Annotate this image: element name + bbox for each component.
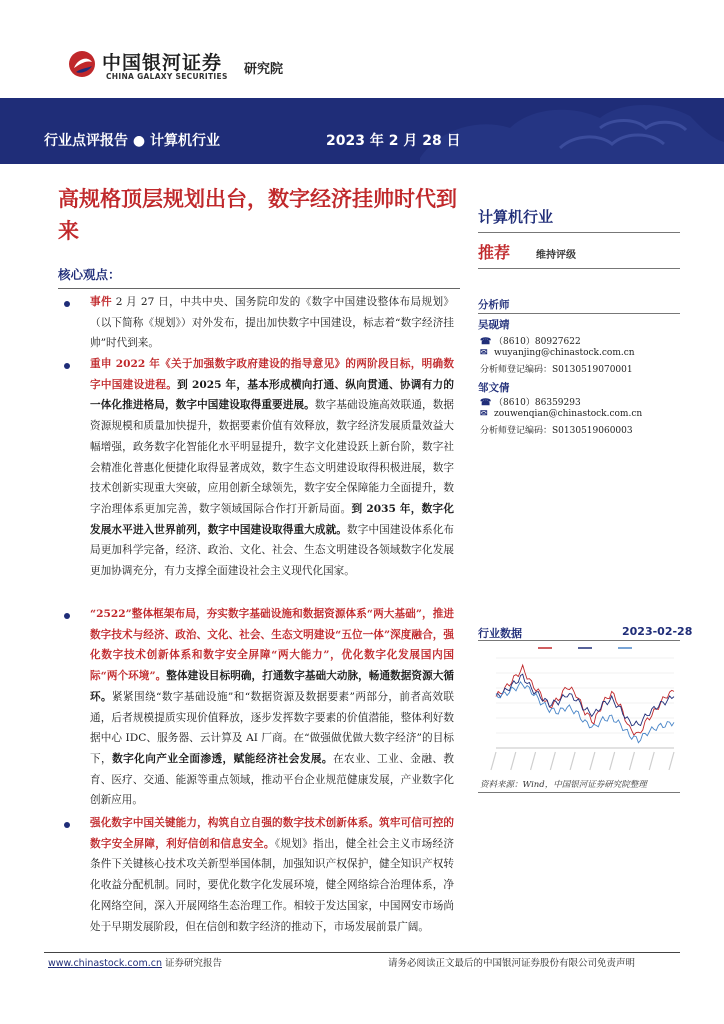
- divider: [58, 288, 460, 289]
- goals-text-2035: 数字中国建设体系化布局更加科学完备，经济、政治、文化、社会、生态文明建设各领域数字化发展更加协调充分，有力支撑全面建设社会主义现代化国家。: [90, 523, 455, 578]
- core-viewpoint-heading: 核心观点：: [58, 267, 121, 282]
- analyst-label: 分析师: [478, 299, 510, 311]
- sidebar-industry: 计算机行业: [478, 208, 554, 226]
- phone-text: （8610）80927622: [494, 337, 581, 347]
- x-tick-label: [531, 752, 536, 770]
- divider: [478, 232, 680, 233]
- bullet-icon: [64, 613, 70, 619]
- footer-divider: [44, 952, 680, 953]
- divider: [478, 792, 680, 793]
- footer-disclaimer: 请务必阅读正文最后的中国银河证券股份有限公司免责声明: [388, 958, 636, 969]
- footer-left: [48, 955, 222, 969]
- divider: [478, 268, 680, 269]
- x-tick-label: [491, 752, 496, 770]
- analyst-name: 邹文倩: [478, 382, 510, 394]
- footer-left-text: 证券研究报告: [161, 958, 222, 969]
- paragraph-framework: [90, 604, 454, 811]
- paragraph-capability: [90, 813, 454, 937]
- x-tick-label: [629, 752, 634, 770]
- analyst-name: 吴砚靖: [478, 319, 510, 331]
- banner-report-type: 行业点评报告 ● 计算机行业: [44, 133, 220, 149]
- institute-label: 研究院: [244, 62, 284, 77]
- x-tick-label: [570, 752, 575, 770]
- analyst-email: [480, 348, 635, 358]
- logo-english: CHINA GALAXY SECURITIES: [106, 72, 228, 81]
- x-tick-label: [590, 752, 595, 770]
- x-tick-label: [669, 752, 674, 770]
- email-icon: ✉: [480, 348, 488, 358]
- analyst-cert: 分析师登记编码：S0130519070001: [480, 365, 633, 375]
- chart-source: 资料来源：Wind，中国银河证券研究院整理: [480, 780, 647, 790]
- capability-lead: 强化数字中国关键能力，构筑自立自强的数字技术创新体系。筑牢可信可控的数字安全屏障，利好信创和信息安全。: [90, 817, 454, 850]
- bullet-icon: [64, 301, 70, 307]
- goals-lead: 重申 2022 年《关于加强数字政府建设的指导意见》的两阶段目标，明确数字中国建设进程。: [90, 358, 454, 391]
- x-tick-label: [610, 752, 615, 770]
- logo-chinese: 中国银河证券: [102, 52, 223, 74]
- phone-icon: ☎: [480, 337, 492, 347]
- x-tick-label: [511, 752, 516, 770]
- goals-bold-2025: 到 2025 年，基本形成横向打通、纵向贯通、协调有力的一体化推进格局，数字中国建设取得重要进展。: [90, 378, 455, 412]
- email-text[interactable]: zouwenqian@chinastock.com.cn: [494, 409, 643, 419]
- x-tick-label: [649, 752, 654, 770]
- phone-text: （8610）86359293: [494, 398, 581, 408]
- analyst-email: [480, 409, 642, 419]
- capability-text: 《规划》指出，健全社会主义市场经济条件下关键核心技术攻关新型举国体制，加强知识产权保护，健全知识产权转化收益分配机制。同时，要优化数字化发展环境，健全网络综合治理体系，净化网络空间，深入开展网络生态治理工作。相较于发达国家，中国网安市场尚处于早期发展阶段，但在信创和数字经济的推动下，市场发展前景广阔。: [90, 837, 455, 933]
- analyst-phone: [480, 395, 581, 408]
- event-text: 2 月 27 日，中共中央、国务院印发的《数字中国建设整体布局规划》（以下简称《规划》）对外发布，提出加快数字中国建设，标志着“数字经济挂帅”时代到来。: [90, 296, 455, 350]
- framework-text-1: 紧紧围绕“数字基础设施”和“数据资源及数据要素”两部分，前者高效联通，后者规模提质实现价值释放，逐步发挥数字要素的价值潜能，整体利好数据中心 IDC、服务器、云计算及 AI 厂商。在“做强做优做大数字经济”的目标下，: [90, 690, 454, 765]
- bullet-icon: [64, 363, 70, 369]
- analyst-phone: [480, 334, 581, 347]
- goals-text-2025: 数字基础设施高效联通，数据资源规模和质量加快提升，数据要素价值有效释放，数字经济发展质量效益大幅增强，政务数字化智能化水平明显提升，数字文化建设跃上新台阶，数字社会精准化普惠化便捷化取得显著成效，数字生态文明建设取得积极进展，数字技术创新实现重大突破，应用创新全球领先，数字安全保障能力全面提升，数字治理体系更加完善，数字领域国际合作打开新局面。: [90, 399, 455, 515]
- goals-bold-2035: 到 2035 年，数字化发展水平进入世界前列，数字中国建设取得重大成就。: [90, 502, 454, 536]
- rating-note: 维持评级: [536, 250, 576, 261]
- series-line-series-blue: [496, 682, 674, 743]
- analyst-cert: 分析师登记编码：S0130519060003: [480, 426, 633, 436]
- framework-text-2: 在农业、工业、金融、教育、医疗、交通、能源等重点领域，推动平台企业规范健康发展，产业数字化创新应用。: [90, 752, 455, 807]
- email-text[interactable]: wuyanjing@chinastock.com.cn: [494, 348, 635, 358]
- phone-icon: ☎: [480, 398, 492, 408]
- event-lead: 事件: [90, 296, 112, 308]
- industry-line-chart: [478, 640, 678, 776]
- industry-data-date: 2023-02-28: [622, 625, 693, 638]
- divider: [478, 313, 680, 314]
- paragraph-goals: [90, 354, 454, 582]
- banner-date: 2023 年 2 月 28 日: [326, 133, 461, 149]
- industry-data-title: 行业数据: [478, 627, 522, 640]
- framework-lead: “2522”整体框架布局，夯实数字基础设施和数据资源体系“两大基础”，推进数字技术与经济、政治、文化、社会、生态文明建设“五位一体”深度融合，强化数字技术创新体系和数字安全屏障“两大能力”，优化数字化发展国内国际“两个环境”。: [90, 608, 454, 683]
- website-link[interactable]: www.chinastock.com.cn: [48, 958, 162, 969]
- framework-bold-2: 数字化向产业全面渗透，赋能经济社会发展。: [112, 752, 333, 765]
- logo-icon: [68, 50, 96, 78]
- framework-bold-1: 整体建设目标明确，打通数字基础大动脉，畅通数据资源大循环。: [90, 670, 455, 703]
- bullet-icon: [64, 822, 70, 828]
- report-title: 高规格顶层规划出台，数字经济挂帅时代到来: [58, 187, 457, 243]
- x-tick-label: [550, 752, 555, 770]
- rating: 推荐: [478, 243, 511, 262]
- paragraph-event: [90, 292, 454, 354]
- email-icon: ✉: [480, 409, 488, 419]
